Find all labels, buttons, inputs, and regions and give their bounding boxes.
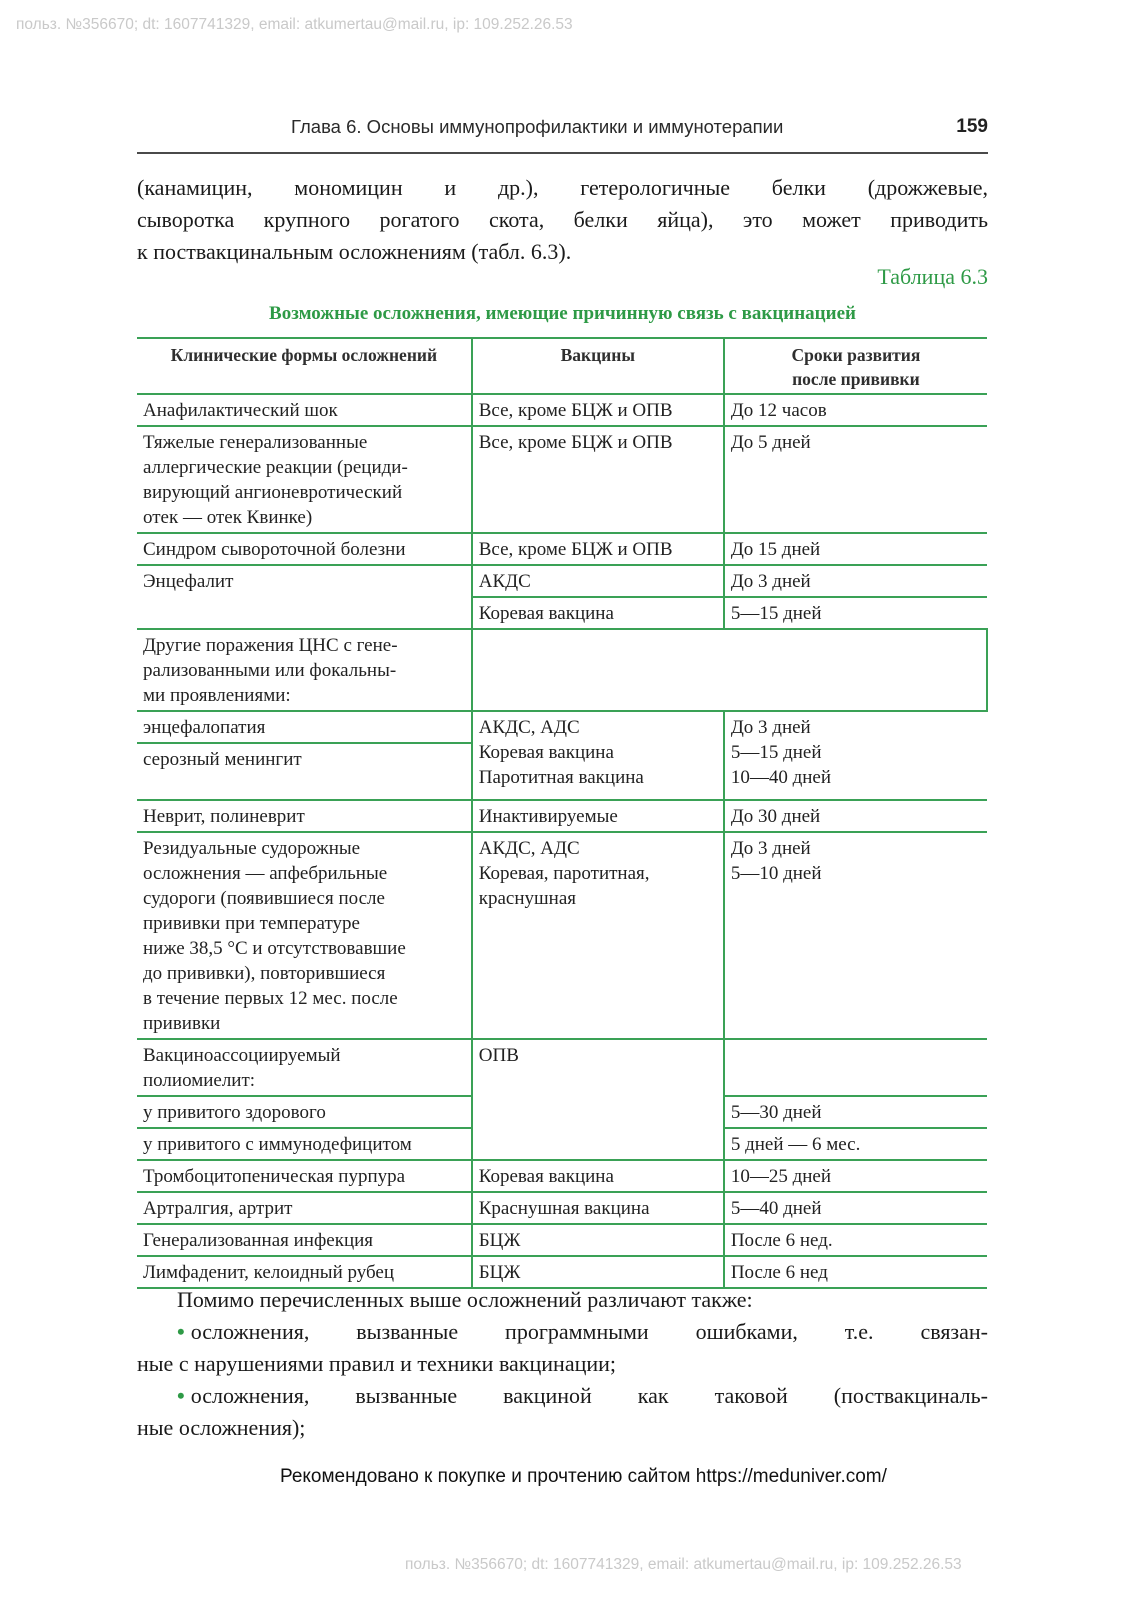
cell-form: Генерализованная инфекция <box>137 1224 472 1256</box>
cell-term: 5—30 дней <box>724 1096 987 1128</box>
cell-line: рализованными или фокальны- <box>143 660 397 681</box>
table-row <box>137 565 987 597</box>
after-intro: Помимо перечисленных выше осложнений различают также: <box>177 1287 753 1312</box>
cell-form <box>137 832 472 1039</box>
table-row <box>137 533 987 565</box>
cell-term <box>724 832 987 1039</box>
table-row <box>137 800 987 832</box>
cell-line: Тяжелые генерализованные <box>143 432 368 453</box>
cell-form: Тромбоцитопеническая пурпура <box>137 1160 472 1192</box>
cell-line: Коревая, паротитная, <box>478 863 650 884</box>
cell-term: 10—25 дней <box>724 1160 987 1192</box>
cell-vaccine: Все, кроме БЦЖ и ОПВ <box>472 394 724 426</box>
cell-term: 5 дней — 6 мес. <box>724 1128 987 1160</box>
table-title: Возможные осложнения, имеющие причинную связь с вакцинацией <box>269 303 856 324</box>
cell-term: 5—40 дней <box>724 1192 987 1224</box>
cell-vaccine: Коревая вакцина <box>472 597 724 629</box>
header-terms-line: Сроки развития <box>791 345 921 365</box>
cell-vaccine: Все, кроме БЦЖ и ОПВ <box>472 426 724 533</box>
cell-vaccine: БЦЖ <box>472 1224 724 1256</box>
complications-table <box>137 337 988 1289</box>
recommendation-link[interactable]: Рекомендовано к покупке и прочтению сайтом https://meduniver.com/ <box>280 1466 887 1487</box>
cell-term: До 5 дней <box>724 426 987 533</box>
after-table-text <box>137 1284 988 1444</box>
cell-form: энцефалопатия <box>137 711 472 743</box>
cell-form: Анафилактический шок <box>137 394 472 426</box>
cell-form: серозный менингит <box>137 743 472 800</box>
header-forms: Клинические формы осложнений <box>137 338 472 394</box>
cell-term: После 6 нед. <box>724 1224 987 1256</box>
cell-line: в течение первых 12 мес. после <box>143 988 398 1009</box>
cell-line: осложнения — апфебрильные <box>143 863 388 884</box>
table-row <box>137 1039 987 1096</box>
bullet-continuation: ные с нарушениями правил и техники вакцинации; <box>137 1351 617 1376</box>
cell-line: ниже 38,5 °С и отсутствовавшие <box>143 938 406 959</box>
cell-vaccine: ОПВ <box>472 1039 724 1160</box>
cell-vaccine: БЦЖ <box>472 1256 724 1288</box>
bullet-item <box>137 1316 988 1348</box>
bullet-continuation: ные осложнения); <box>137 1415 306 1440</box>
table-row <box>137 394 987 426</box>
table-row <box>137 426 987 533</box>
cell-line: 10—40 дней <box>730 767 831 788</box>
cell-form: у привитого здорового <box>137 1096 472 1128</box>
table-row <box>137 1192 987 1224</box>
cell-vaccine: Краснушная вакцина <box>472 1192 724 1224</box>
cell-form <box>137 426 472 533</box>
bullet-icon: • <box>177 1319 185 1344</box>
watermark-bottom: польз. №356670; dt: 1607741329, email: atkumertau@mail.ru, ip: 109.252.26.53 <box>405 1556 962 1573</box>
cell-term: До 12 часов <box>724 394 987 426</box>
bullet-item <box>137 1380 988 1412</box>
cell-form <box>137 1039 472 1096</box>
header-terms-line: после прививки <box>792 369 920 389</box>
table-row <box>137 629 987 711</box>
cell-form: Синдром сывороточной болезни <box>137 533 472 565</box>
cell-form: Лимфаденит, келоидный рубец <box>137 1256 472 1288</box>
cell-form: у привитого с иммунодефицитом <box>137 1128 472 1160</box>
cell-empty <box>724 1039 987 1096</box>
watermark-top: польз. №356670; dt: 1607741329, email: atkumertau@mail.ru, ip: 109.252.26.53 <box>16 16 573 33</box>
cell-line: Паротитная вакцина <box>478 767 644 788</box>
cell-form <box>137 629 472 711</box>
intro-line: сыворотка крупного рогатого скота, белки яйца), это может приводить <box>137 207 988 232</box>
cell-vaccine <box>472 832 724 1039</box>
table-row <box>137 1224 987 1256</box>
cell-form: Энцефалит <box>137 565 472 629</box>
cell-line: Резидуальные судорожные <box>143 838 361 859</box>
cell-line: АКДС, АДС <box>478 838 580 859</box>
cell-vaccine: Инактивируемые <box>472 800 724 832</box>
table-row <box>137 711 987 743</box>
cell-line: судороги (появившиеся после <box>143 888 385 909</box>
cell-line: 5—15 дней <box>730 742 822 763</box>
cell-line: краснушная <box>478 888 576 909</box>
cell-form: Неврит, полиневрит <box>137 800 472 832</box>
cell-line: до прививки), повторившиеся <box>143 963 386 984</box>
cell-line: отек — отек Квинке) <box>143 507 313 528</box>
cell-empty <box>472 629 987 711</box>
bullet-icon: • <box>177 1383 185 1408</box>
bullet-text: осложнения, вызванные программными ошибками, т.е. связан- <box>190 1319 988 1344</box>
table-header-row <box>137 338 987 394</box>
cell-line: ми проявлениями: <box>143 685 291 706</box>
cell-line: полиомиелит: <box>143 1070 256 1091</box>
cell-line: До 3 дней <box>730 838 811 859</box>
cell-vaccine <box>472 711 724 800</box>
cell-vaccine: Коревая вакцина <box>472 1160 724 1192</box>
cell-term: До 3 дней <box>724 565 987 597</box>
intro-paragraph <box>137 172 988 268</box>
cell-line: Вакциноассоциируемый <box>143 1045 341 1066</box>
cell-term: После 6 нед <box>724 1256 987 1288</box>
table-label: Таблица 6.3 <box>877 264 988 289</box>
cell-line: АКДС, АДС <box>478 717 580 738</box>
cell-line: прививки <box>143 1013 221 1034</box>
bullet-text: осложнения, вызванные вакциной как таковой (поствакциналь- <box>190 1383 988 1408</box>
cell-form: Артралгия, артрит <box>137 1192 472 1224</box>
cell-line: прививки при температуре <box>143 913 360 934</box>
cell-term: До 30 дней <box>724 800 987 832</box>
header-vaccines: Вакцины <box>472 338 724 394</box>
cell-line: До 3 дней <box>730 717 811 738</box>
cell-line: вирующий ангионевротический <box>143 482 403 503</box>
cell-term: 5—15 дней <box>724 597 987 629</box>
intro-line: (канамицин, мономицин и др.), гетерологичные белки (дрожжевые, <box>137 175 988 200</box>
cell-vaccine: Все, кроме БЦЖ и ОПВ <box>472 533 724 565</box>
intro-line: к поствакцинальным осложнениям (табл. 6.3). <box>137 239 572 264</box>
cell-line: аллергические реакции (рециди- <box>143 457 408 478</box>
chapter-title: Глава 6. Основы иммунопрофилактики и иммунотерапии <box>291 116 784 137</box>
cell-term <box>724 711 987 800</box>
running-head <box>137 116 988 154</box>
cell-line: Другие поражения ЦНС с гене- <box>143 635 398 656</box>
page-number: 159 <box>956 116 988 137</box>
table-row <box>137 1160 987 1192</box>
header-terms <box>724 338 987 394</box>
cell-term: До 15 дней <box>724 533 987 565</box>
cell-vaccine: АКДС <box>472 565 724 597</box>
cell-line: 5—10 дней <box>730 863 822 884</box>
table-row <box>137 832 987 1039</box>
cell-line: Коревая вакцина <box>478 742 614 763</box>
